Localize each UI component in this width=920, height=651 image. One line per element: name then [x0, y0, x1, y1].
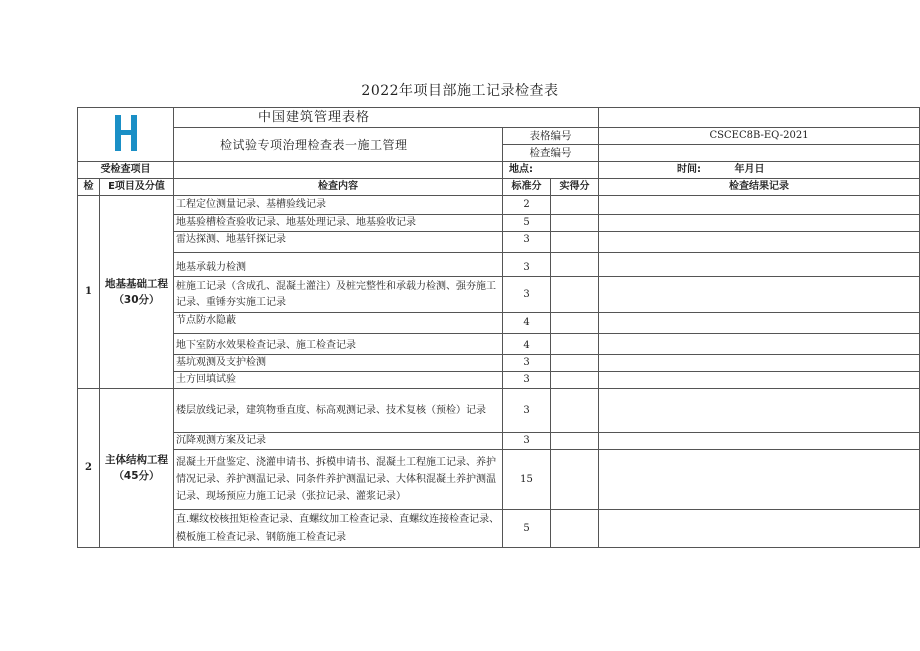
- group-number: 2: [78, 389, 100, 548]
- company-logo-icon: [113, 115, 139, 151]
- table-row: [78, 450, 920, 510]
- actual-score-cell[interactable]: [551, 232, 599, 253]
- table-row: [78, 372, 920, 389]
- standard-score: 3: [503, 372, 551, 389]
- actual-score-cell[interactable]: [551, 253, 599, 277]
- result-cell[interactable]: [599, 253, 920, 277]
- table-row: [78, 232, 920, 253]
- check-item: 沉降观测方案及记录: [174, 433, 503, 450]
- actual-score-cell[interactable]: [551, 450, 599, 510]
- inspection-table: [77, 107, 920, 548]
- result-cell[interactable]: [599, 355, 920, 372]
- table-row: [78, 196, 920, 215]
- result-cell[interactable]: [599, 510, 920, 548]
- table-row: [78, 510, 920, 548]
- check-item: 楼层放线记录，建筑物垂直度、标高观测记录、技术复核（预检）记录: [174, 389, 503, 433]
- result-cell[interactable]: [599, 277, 920, 313]
- check-item: 地基验槽检查验收记录、地基处理记录、地基验收记录: [174, 215, 503, 232]
- standard-score: 5: [503, 215, 551, 232]
- check-item: 直.螺纹校核扭矩检查记录、直螺纹加工检查记录、直螺纹连接检查记录、模板施工检查记录、钢筋施工检查记录: [174, 510, 503, 548]
- table-row: [78, 253, 920, 277]
- standard-score: 3: [503, 433, 551, 450]
- standard-score: 4: [503, 313, 551, 334]
- check-item: 土方回填试验: [174, 372, 503, 389]
- group-score: （30分）: [113, 294, 160, 306]
- check-no-value[interactable]: [599, 145, 920, 162]
- check-item: 混凝土开盘鉴定、浇灌申请书、拆模申请书、混凝土工程施工记录、养护情况记录、养护测温记录、同条件养护测温记录、大体积混凝土养护测温记录、现场预应力施工记录（张拉记录、灌浆记录）: [174, 450, 503, 510]
- actual-score-cell[interactable]: [551, 196, 599, 215]
- group-name-cell: [100, 196, 174, 389]
- table-row: [78, 433, 920, 450]
- page-title: 2022年项目部施工记录检查表: [361, 83, 559, 99]
- table-row: [78, 215, 920, 232]
- header-blank: [599, 108, 920, 128]
- check-item: 雷达探测、地基钎探记录: [174, 232, 503, 253]
- location-label: 地点:: [503, 162, 599, 179]
- actual-score-cell[interactable]: [551, 372, 599, 389]
- check-item: 桩施工记录（含成孔、混凝土灌注）及桩完整性和承载力检测、强夯施工记录、重锤夯实施工记录: [174, 277, 503, 313]
- form-title: 检试验专项治理检查表一施工管理: [174, 128, 503, 162]
- table-row: [78, 355, 920, 372]
- result-cell[interactable]: [599, 372, 920, 389]
- col-result-header: 检查结果记录: [599, 179, 920, 196]
- standard-score: 4: [503, 334, 551, 355]
- group-name: 地基基础工程: [105, 278, 168, 290]
- time-label: 时间:: [677, 164, 702, 175]
- actual-score-cell[interactable]: [551, 510, 599, 548]
- group-name-cell: [100, 389, 174, 548]
- group-name: 主体结构工程: [105, 454, 168, 466]
- table-row: [78, 334, 920, 355]
- standard-score: 15: [503, 450, 551, 510]
- inspected-project-label: 受检查项目: [78, 162, 174, 179]
- standard-score: 3: [503, 355, 551, 372]
- form-no-label: 表格编号: [503, 128, 599, 145]
- org-header: 中国建筑管理表格: [174, 108, 599, 128]
- table-row: [78, 277, 920, 313]
- logo-cell: [78, 108, 174, 162]
- result-cell[interactable]: [599, 232, 920, 253]
- check-item: 基坑观测及支护检测: [174, 355, 503, 372]
- check-item: 节点防水隐蔽: [174, 313, 503, 334]
- standard-score: 3: [503, 232, 551, 253]
- standard-score: 5: [503, 510, 551, 548]
- actual-score-cell[interactable]: [551, 215, 599, 232]
- check-item: 工程定位测量记录、基槽验线记录: [174, 196, 503, 215]
- result-cell[interactable]: [599, 334, 920, 355]
- col-actual-score-header: 实得分: [551, 179, 599, 196]
- result-cell[interactable]: [599, 313, 920, 334]
- col-item-header: E项目及分值: [100, 179, 174, 196]
- standard-score: 3: [503, 389, 551, 433]
- standard-score: 2: [503, 196, 551, 215]
- table-row: [78, 313, 920, 334]
- col-content-header: 检查内容: [174, 179, 503, 196]
- check-item: 地下室防水效果检查记录、施工检查记录: [174, 334, 503, 355]
- result-cell[interactable]: [599, 433, 920, 450]
- result-cell[interactable]: [599, 196, 920, 215]
- actual-score-cell[interactable]: [551, 433, 599, 450]
- actual-score-cell[interactable]: [551, 389, 599, 433]
- actual-score-cell[interactable]: [551, 355, 599, 372]
- inspection-form: [77, 107, 919, 564]
- actual-score-cell[interactable]: [551, 277, 599, 313]
- actual-score-cell[interactable]: [551, 313, 599, 334]
- date-label: 年月日: [734, 164, 765, 175]
- table-row: [78, 389, 920, 433]
- col-num-header: 检: [78, 179, 100, 196]
- group-score: （45分）: [113, 470, 160, 482]
- result-cell[interactable]: [599, 215, 920, 232]
- standard-score: 3: [503, 253, 551, 277]
- inspected-project-value[interactable]: [174, 162, 503, 179]
- actual-score-cell[interactable]: [551, 334, 599, 355]
- time-cell: [599, 162, 920, 179]
- check-no-label: 检查编号: [503, 145, 599, 162]
- col-std-score-header: 标准分: [503, 179, 551, 196]
- result-cell[interactable]: [599, 389, 920, 433]
- result-cell[interactable]: [599, 450, 920, 510]
- group-number: 1: [78, 196, 100, 389]
- standard-score: 3: [503, 277, 551, 313]
- check-item: 地基承载力检测: [174, 253, 503, 277]
- form-no-value: CSCEC8B-EQ-2021: [599, 128, 920, 145]
